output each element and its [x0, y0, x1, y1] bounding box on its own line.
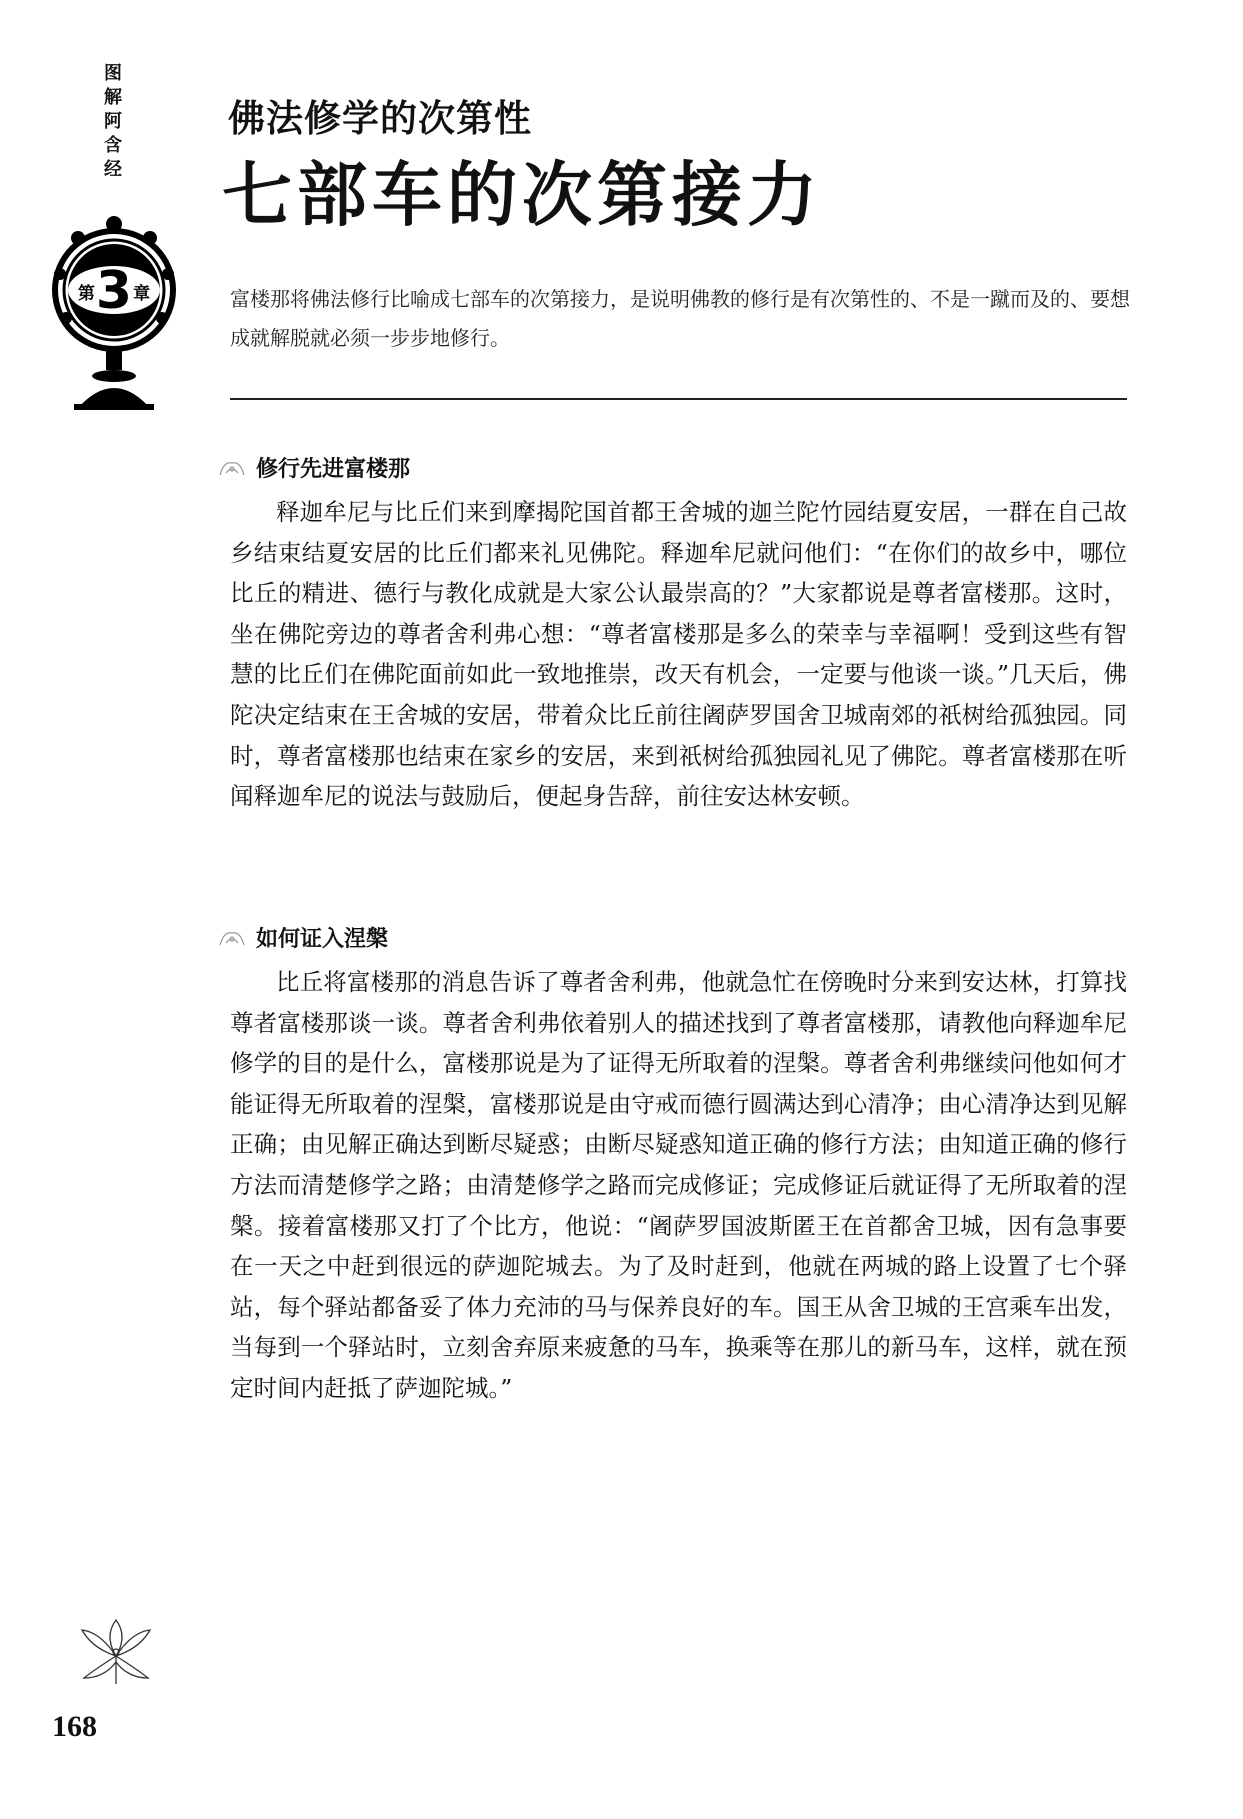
page-number: 168	[52, 1710, 97, 1743]
section-paragraph: 释迦牟尼与比丘们来到摩揭陀国首都王舍城的迦兰陀竹园结夏安居，一群在自己故乡结束结夏安居的比丘们都来礼见佛陀。释迦牟尼就问他们：“在你们的故乡中，哪位比丘的精进、德行与教化成就是大家公认最崇高的？”大家都说是尊者富楼那。这时，坐在佛陀旁边的尊者舍利弗心想：“尊者富楼那是多么的荣幸与幸福啊！受到这些有智慧的比丘们在佛陀面前如此一致地推崇，改天有机会，一定要与他谈一谈。”几天后，佛陀决定结束在王舍城的安居，带着众比丘前往阇萨罗国舍卫城南郊的祇树给孤独园。同时，尊者富楼那也结束在家乡的安居，来到祇树给孤独园礼见了佛陀。尊者富楼那在听闻释迦牟尼的说法与鼓励后，便起身告辞，前往安达林安顿。	[230, 498, 1127, 811]
book-title-vertical	[96, 62, 130, 182]
lotus-ornament-icon	[74, 1612, 158, 1686]
section-heading-text: 修行先进富楼那	[256, 457, 411, 482]
book-title-char: 含	[104, 135, 122, 156]
chapter-label	[66, 261, 162, 321]
divider	[230, 398, 1127, 400]
book-title-char: 图	[104, 63, 122, 84]
chapter-prefix: 第	[77, 283, 95, 304]
section-heading	[216, 922, 388, 953]
chapter-number: 3	[95, 261, 133, 321]
book-title-char: 经	[104, 159, 122, 180]
page-title: 七部车的次第接力	[222, 153, 822, 236]
book-title-char: 解	[104, 87, 122, 108]
flower-bullet-icon	[216, 927, 248, 949]
section-paragraph: 比丘将富楼那的消息告诉了尊者舍利弗，他就急忙在傍晚时分来到安达林，打算找尊者富楼那谈一谈。尊者舍利弗依着别人的描述找到了尊者富楼那，请教他向释迦牟尼修学的目的是什么，富楼那说是为了证得无所取着的涅槃。尊者舍利弗继续问他如何才能证得无所取着的涅槃，富楼那说是由守戒而德行圆满达到心清净；由心清净达到见解正确；由见解正确达到断尽疑惑；由断尽疑惑知道正确的修行方法；由知道正确的修行方法而清楚修学之路；由清楚修学之路而完成修证；完成修证后就证得了无所取着的涅槃。接着富楼那又打了个比方，他说：“阇萨罗国波斯匿王在首都舍卫城，因有急事要在一天之中赶到很远的萨迦陀城去。为了及时赶到，他就在两城的路上设置了七个驿站，每个驿站都备妥了体力充沛的马与保养良好的车。国王从舍卫城的王宫乘车出发，当每到一个驿站时，立刻舍弃原来疲惫的马车，换乘等在那儿的新马车，这样，就在预定时间内赶抵了萨迦陀城。”	[230, 968, 1127, 1402]
book-title-char: 阿	[104, 111, 122, 132]
section-heading	[216, 452, 410, 483]
intro-text: 富楼那将佛法修行比喻成七部车的次第接力，是说明佛教的修行是有次第性的、不是一蹴而及的、要想成就解脱就必须一步步地修行。	[230, 287, 1130, 350]
chapter-suffix: 章	[133, 283, 151, 304]
section-heading-text: 如何证入涅槃	[256, 927, 389, 952]
section-subtitle: 佛法修学的次第性	[228, 97, 532, 140]
flower-bullet-icon	[216, 457, 248, 479]
